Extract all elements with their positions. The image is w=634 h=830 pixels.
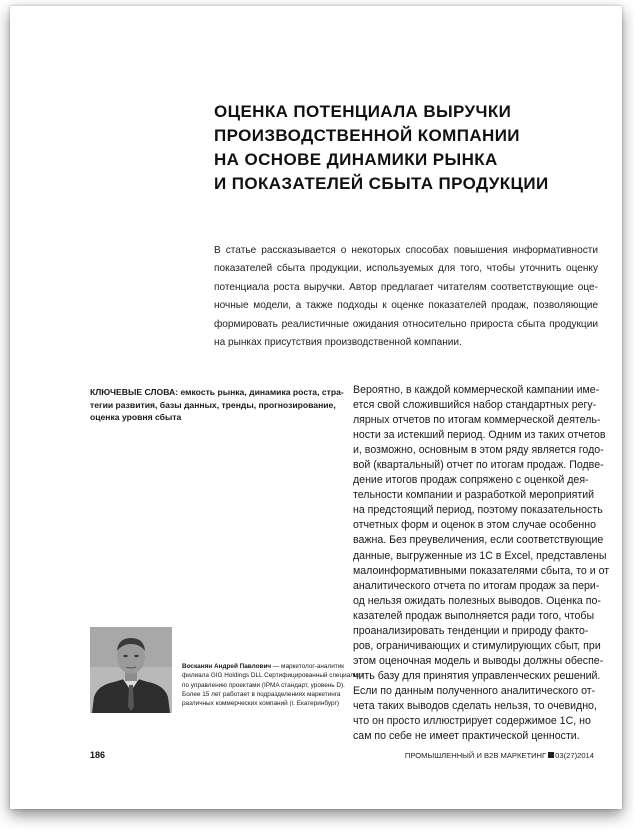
journal-issue: 03(27)2014 (555, 751, 594, 760)
author-photo (90, 627, 172, 713)
author-bio (182, 662, 364, 708)
bio-line: различных коммерческих компаний (г. Екатеринбург) (182, 700, 340, 708)
body-line: дение итогов продаж сопряжено с оценкой дея- (353, 474, 589, 487)
abstract-line: на рынках присутствия производственной компании. (214, 337, 462, 349)
abstract-line: потенциала роста выручки. Автор предлагает читателям соответствующие оце- (214, 281, 598, 293)
title-line: И ПОКАЗАТЕЛЕЙ СБЫТА ПРОДУКЦИИ (214, 174, 549, 193)
keywords-line: тегии развития, базы данных, тренды, прогнозирование, (90, 399, 336, 410)
body-line: данные, выгруженные из 1С в Excel, представлены (353, 549, 607, 562)
body-line: Если по данным полученного аналитического от- (353, 684, 596, 697)
body-line: проанализировать тенденции и природу факто- (353, 624, 589, 637)
bio-line: по управлению проектами (IPMA стандарт, уровень D). (182, 681, 345, 689)
page-number: 186 (90, 750, 106, 760)
journal-footer (405, 751, 594, 760)
body-line: ров, ограничивающих и стимулирующих сбыт, при (353, 639, 601, 652)
body-line: од нельзя ожидать полезных выводов. Оценка по- (353, 594, 601, 607)
abstract-line: формировать реалистичные ожидания относительно прироста сбыта продукции (214, 318, 598, 330)
magazine-page (10, 6, 622, 809)
body-line: аналитического отчета по итогам продаж за пери- (353, 579, 600, 592)
keywords-line: оценка уровня сбыта (90, 412, 182, 423)
body-line: чета таких выводов сделать нельзя, то очевидно, (353, 699, 597, 712)
body-line: казателей продаж выполняется ради того, чтобы (353, 609, 595, 622)
author-name: Восканян Андрей Павлович (182, 663, 272, 670)
body-line: малоинформативными показателями сбыта, то и от (353, 564, 610, 577)
body-line: вой (квартальный) отчет по итогам продаж. Подве- (353, 459, 604, 472)
body-line: и, возможно, основным в этом ряду является годо- (353, 444, 604, 457)
body-line: лярных отчетов по итогам коммерческой деятель- (353, 414, 601, 427)
bio-line: — маркетолог-аналитик (271, 663, 345, 670)
body-line: что он просто иллюстрирует содержимое 1С, но (353, 715, 591, 728)
body-line: ется свой сложившийся набор стандартных регу- (353, 399, 597, 412)
title-line: НА ОСНОВЕ ДИНАМИКИ РЫНКА (214, 150, 498, 169)
body-line: сам по себе не имеет практической ценности. (353, 730, 580, 743)
article-title (214, 100, 549, 196)
body-line: на предстоящий период, поэтому показательность (353, 504, 603, 517)
body-line: важна. Без преувеличения, если соответствующие (353, 534, 604, 547)
square-bullet-icon (548, 752, 554, 758)
journal-name: ПРОМЫШЛЕННЫЙ И B2B МАРКЕТИНГ (404, 751, 547, 760)
keywords-line: КЛЮЧЕВЫЕ СЛОВА: емкость рынка, динамика роста, стра- (90, 387, 344, 397)
body-line: чить базу для принятия управленческих решений. (353, 669, 601, 682)
body-line: тельности компании и разработкой мероприятий (353, 489, 595, 502)
article-abstract (214, 242, 598, 352)
body-line: этом оценочная модель и выводы должны обеспе- (353, 654, 604, 667)
body-line: Вероятно, в каждой коммерческой кампании име- (353, 384, 600, 396)
title-line: ОЦЕНКА ПОТЕНЦИАЛА ВЫРУЧКИ (214, 102, 512, 121)
bio-line: Более 15 лет работает в подразделениях маркетинга (182, 690, 341, 698)
body-line: отчетных форм и оценок в этом случае особенно (353, 519, 597, 532)
bio-first-line (182, 662, 350, 671)
author-portrait-icon (90, 627, 172, 713)
title-line: ПРОИЗВОДСТВЕННОЙ КОМПАНИИ (214, 126, 520, 145)
abstract-line: В статье рассказывается о некоторых способах повышения информативности (214, 245, 598, 256)
article-body (353, 383, 610, 744)
bio-line: филиала GIG Holdings DLL Сертифицированный специалист (182, 672, 364, 680)
abstract-line: ночные модели, а также подходы к оценке показателей продаж, позволяющие (214, 300, 598, 312)
body-line: ности за истекший период. Одним из таких отчетов (353, 429, 606, 442)
keywords-block (90, 386, 344, 424)
abstract-line: показателей сбыта продукции, используемых для того, чтобы уточнить оценку (214, 263, 598, 275)
